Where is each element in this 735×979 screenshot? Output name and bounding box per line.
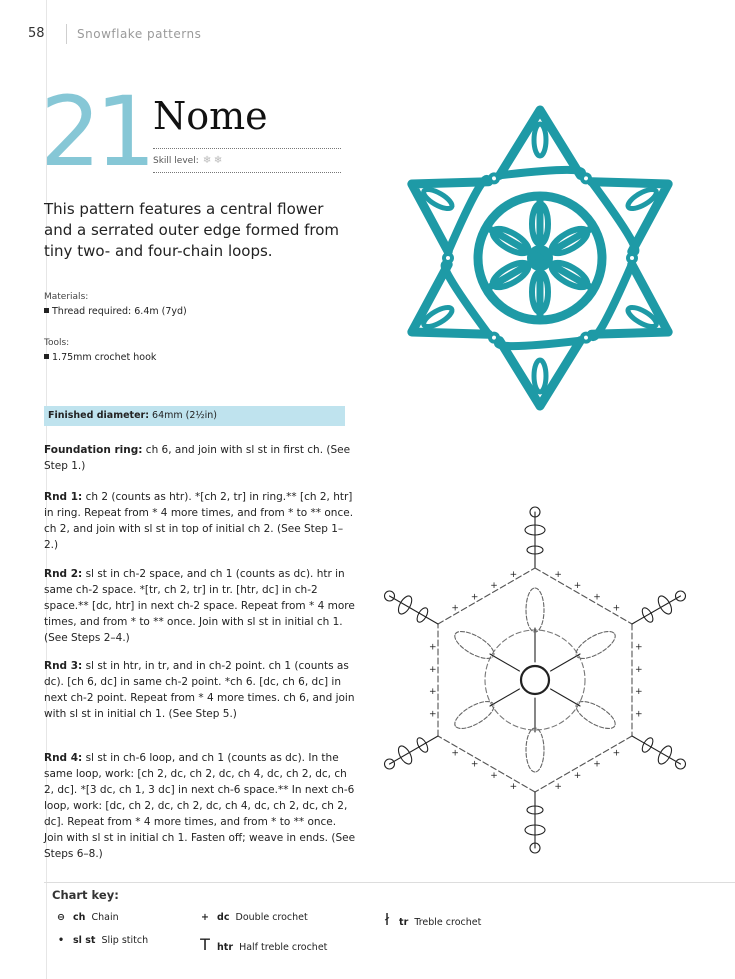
chart-petal: [526, 728, 544, 772]
double-crochet-icon: +: [201, 912, 209, 923]
chart-treble-spoke: [490, 689, 519, 706]
chart-dc-mark: +: [509, 781, 518, 792]
chart-dc-mark: +: [554, 781, 562, 792]
chart-treble-spoke: [490, 654, 519, 671]
chart-dc-mark: +: [612, 603, 621, 614]
point-loop: [534, 124, 546, 156]
chart-dc-mark: +: [634, 664, 643, 675]
chart-treble-spoke: [551, 654, 580, 671]
intro-text: This pattern features a central flower and a serrated outer edge formed from tiny two- and four-chain loops.: [44, 200, 340, 260]
edge-arc: [500, 170, 582, 175]
chart-key-item: T htr Half treble crochet: [196, 935, 327, 954]
half-treble-icon: T: [200, 935, 210, 954]
tools-label: Tools:: [44, 338, 70, 348]
edge-arc: [498, 341, 580, 346]
chart-dc-mark: +: [451, 748, 459, 759]
chart-dc-mark: +: [573, 770, 582, 781]
chart-point-stem: [390, 736, 438, 764]
bullet-icon: [44, 308, 49, 313]
chart-point-stem: [390, 596, 438, 624]
chart-dc-mark: +: [612, 748, 621, 759]
chart-chain-edge: [438, 568, 535, 624]
edge-bead: [490, 174, 498, 182]
instruction-rnd-1: Rnd 1: ch 2 (counts as htr). *[ch 2, tr] in ring.** [ch 2, htr] in ring. Repeat from * 4 more times, and from * to ** once. ch 2, and join with sl st in top of initial ch 2. (See Step 1–2.): [44, 491, 354, 551]
materials-item: Thread required: 6.4m (7yd): [44, 306, 187, 317]
chart-dc-mark: +: [429, 709, 437, 720]
snowflake-photo: [395, 90, 685, 425]
materials-label: Materials:: [44, 292, 89, 302]
slip-stitch-icon: •: [57, 935, 65, 946]
title-rule-bottom: [153, 172, 341, 173]
chart-dc-mark: +: [429, 642, 437, 653]
instruction-rnd-3: Rnd 3: sl st in htr, in tr, and in ch-2 point. ch 1 (counts as dc). [ch 6, dc] in same ch-2 point. *ch 6. [dc, ch 6, dc] in next ch-2 point. Repeat from * 4 more times. ch 6, and join with sl st in initial ch 1. (See Step 5.): [44, 660, 355, 720]
chart-point-stem: [632, 736, 680, 764]
chart-dc-mark: +: [429, 664, 437, 675]
chart-petal: [451, 626, 498, 664]
chart-petal: [572, 626, 619, 664]
pattern-title: Nome: [153, 94, 268, 138]
chart-dc-mark: +: [470, 759, 479, 770]
skill-snowflake-icon: ❄: [213, 155, 223, 166]
chart-point-stem: [632, 596, 680, 624]
chart-key-item: ł tr Treble crochet: [378, 910, 481, 929]
chart-dc-mark: +: [509, 570, 518, 581]
instruction-rnd-2: Rnd 2: sl st in ch-2 space, and ch 1 (counts as dc). htr in same ch-2 space. *[tr, ch 2, tr] in tr. [htr, dc] in ch-2 space.** [dc, htr] in next ch-2 space. Repeat from * 4 more times, and from * to ** once. Join with sl st in initial ch 1. (See Steps 2–4.): [44, 568, 355, 644]
point-loop: [534, 360, 546, 392]
chart-petal: [526, 588, 544, 632]
chart-dc-mark: +: [634, 642, 643, 653]
instruction-foundation: Foundation ring: ch 6, and join with sl st in first ch. (See Step 1.): [44, 444, 351, 472]
chart-dc-mark: +: [554, 570, 562, 581]
chart-dc-mark: +: [490, 770, 498, 781]
running-head: Snowflake patterns: [77, 27, 202, 41]
chart-dc-mark: +: [429, 687, 437, 698]
chart-dc-mark: +: [634, 687, 643, 698]
chart-key-item: • sl st Slip stitch: [52, 935, 148, 946]
chart-dc-mark: +: [573, 581, 582, 592]
skill-label: Skill level:: [153, 156, 199, 166]
chart-dc-mark: +: [634, 709, 643, 720]
chart-petal: [572, 696, 619, 734]
chart-foundation-ring: [521, 666, 549, 694]
chart-key-item: ⊖ ch Chain: [52, 912, 119, 923]
crochet-chart: [380, 495, 690, 865]
chart-petal: [451, 696, 498, 734]
tools-item: 1.75mm crochet hook: [44, 352, 156, 363]
outer-point: [500, 110, 581, 175]
chart-key-item: + dc Double crochet: [196, 912, 308, 923]
chart-key-divider: [44, 882, 735, 883]
title-rule-top: [153, 148, 341, 149]
finished-diameter: Finished diameter: 64mm (2½in): [48, 410, 217, 421]
chart-chain-edge: [438, 736, 535, 792]
chart-dc-mark: +: [470, 592, 479, 603]
skill-snowflake-icon: ❄: [202, 155, 212, 166]
skill-level: [153, 155, 224, 166]
page-number: 58: [28, 26, 45, 41]
chart-chain-edge: [535, 736, 632, 792]
chart-dc-mark: +: [593, 592, 601, 603]
chart-dc-mark: +: [490, 581, 498, 592]
chart-dc-mark: +: [451, 603, 459, 614]
chain-icon: ⊖: [57, 912, 65, 923]
bullet-icon: [44, 354, 49, 359]
treble-icon: ł: [384, 910, 390, 929]
outer-point: [500, 341, 581, 406]
chart-key-heading: Chart key:: [52, 888, 119, 902]
instruction-rnd-4: Rnd 4: sl st in ch-6 loop, and ch 1 (counts as dc). In the same loop, work: [ch 2, dc, ch 2, dc, ch 4, dc, ch 2, dc, ch 2, dc]. *[3 dc, ch 1, 3 dc] in next ch-6 space.** In next ch-6 loop, work: [dc, ch 2, dc, ch 2, dc, ch 4, dc, ch 2, dc, ch 2, dc]. Repeat from * 4 more times, and from * to ** once. Join with sl st in initial ch 1. Fasten off; weave in ends. (See Steps 6–8.): [44, 752, 356, 860]
chart-treble-spoke: [551, 689, 580, 706]
running-head-divider: [66, 24, 67, 44]
chart-chain-edge: [535, 568, 632, 624]
pattern-number: 21: [40, 76, 151, 188]
chart-dc-mark: +: [593, 759, 601, 770]
